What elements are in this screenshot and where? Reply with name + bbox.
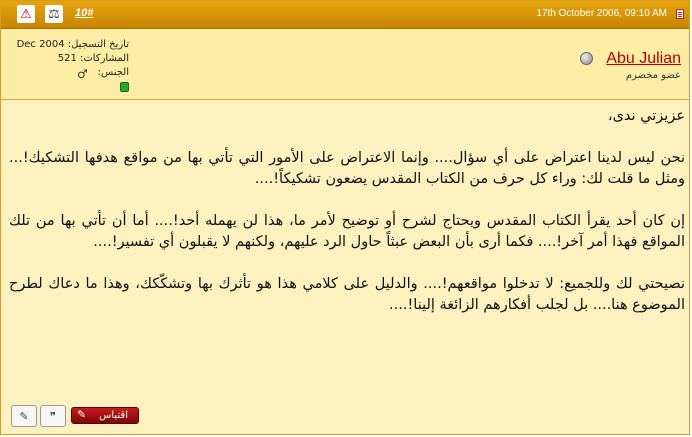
post-number-link[interactable]: 10#: [75, 7, 94, 19]
author-title: عضو مخضرم: [625, 70, 681, 81]
multi-quote-icon[interactable]: ❞: [40, 405, 66, 427]
post-header-bar: [1, 1, 689, 29]
gender-label: الجنس:: [97, 67, 129, 78]
post-document-icon: [676, 9, 684, 19]
author-info-bar: [1, 29, 689, 100]
post-body: [9, 106, 685, 396]
report-post-warning-icon[interactable]: ⚠: [17, 5, 35, 23]
post-date: 17th October 2006, 09:10 AM: [536, 8, 667, 19]
author-stats: [9, 38, 129, 80]
male-figure-icon: ♂: [77, 67, 88, 81]
quote-button[interactable]: ✎ اقتباس: [71, 407, 139, 424]
paragraph-2: إن كان أحد يقرأ الكتاب المقدس ويحتاج لشرح أو توضيح لأمر ما، هذا لن يهمله أحد!.... أما أن تأتي بها من تلك المواقع فهذا أمر آخر!.... فكما أرى بأن البعض عبثاً حاول الرد عليهم، ولكنهم لا يقبلون أي تفسير!....: [9, 213, 685, 250]
paragraph-3: نصيحتي لك وللجميع: لا تدخلوا مواقعهم!.... والدليل على كلامي هذا هو تأثرك بها وتشكّكك، وهذا ما دعاك لطرح الموضوع هنا.... بل لجلب أفكارهم الزائغة إلينا!....: [9, 276, 685, 313]
scales-icon[interactable]: ⚖: [45, 5, 63, 23]
join-date: تاريخ التسجيل: Dec 2004: [16, 39, 129, 50]
edit-post-icon[interactable]: ✎: [11, 405, 37, 427]
greeting: عزيزتي ندى،: [607, 108, 685, 124]
paragraph-1: نحن ليس لدينا اعتراض على أي سؤال.... وإنما الاعتراض على الأمور التي تأتي بها من مواقع هدفها التشكيك!... ومثل ما قلت لك: وراء كل حرف من الكتاب المقدس يضعون تشكيكاً!....: [9, 150, 685, 187]
status-dot-icon: [580, 52, 593, 65]
author-username[interactable]: Abu Julian: [606, 50, 681, 67]
online-status-icon: [120, 82, 129, 92]
post-count: المشاركات: 521: [57, 53, 129, 64]
